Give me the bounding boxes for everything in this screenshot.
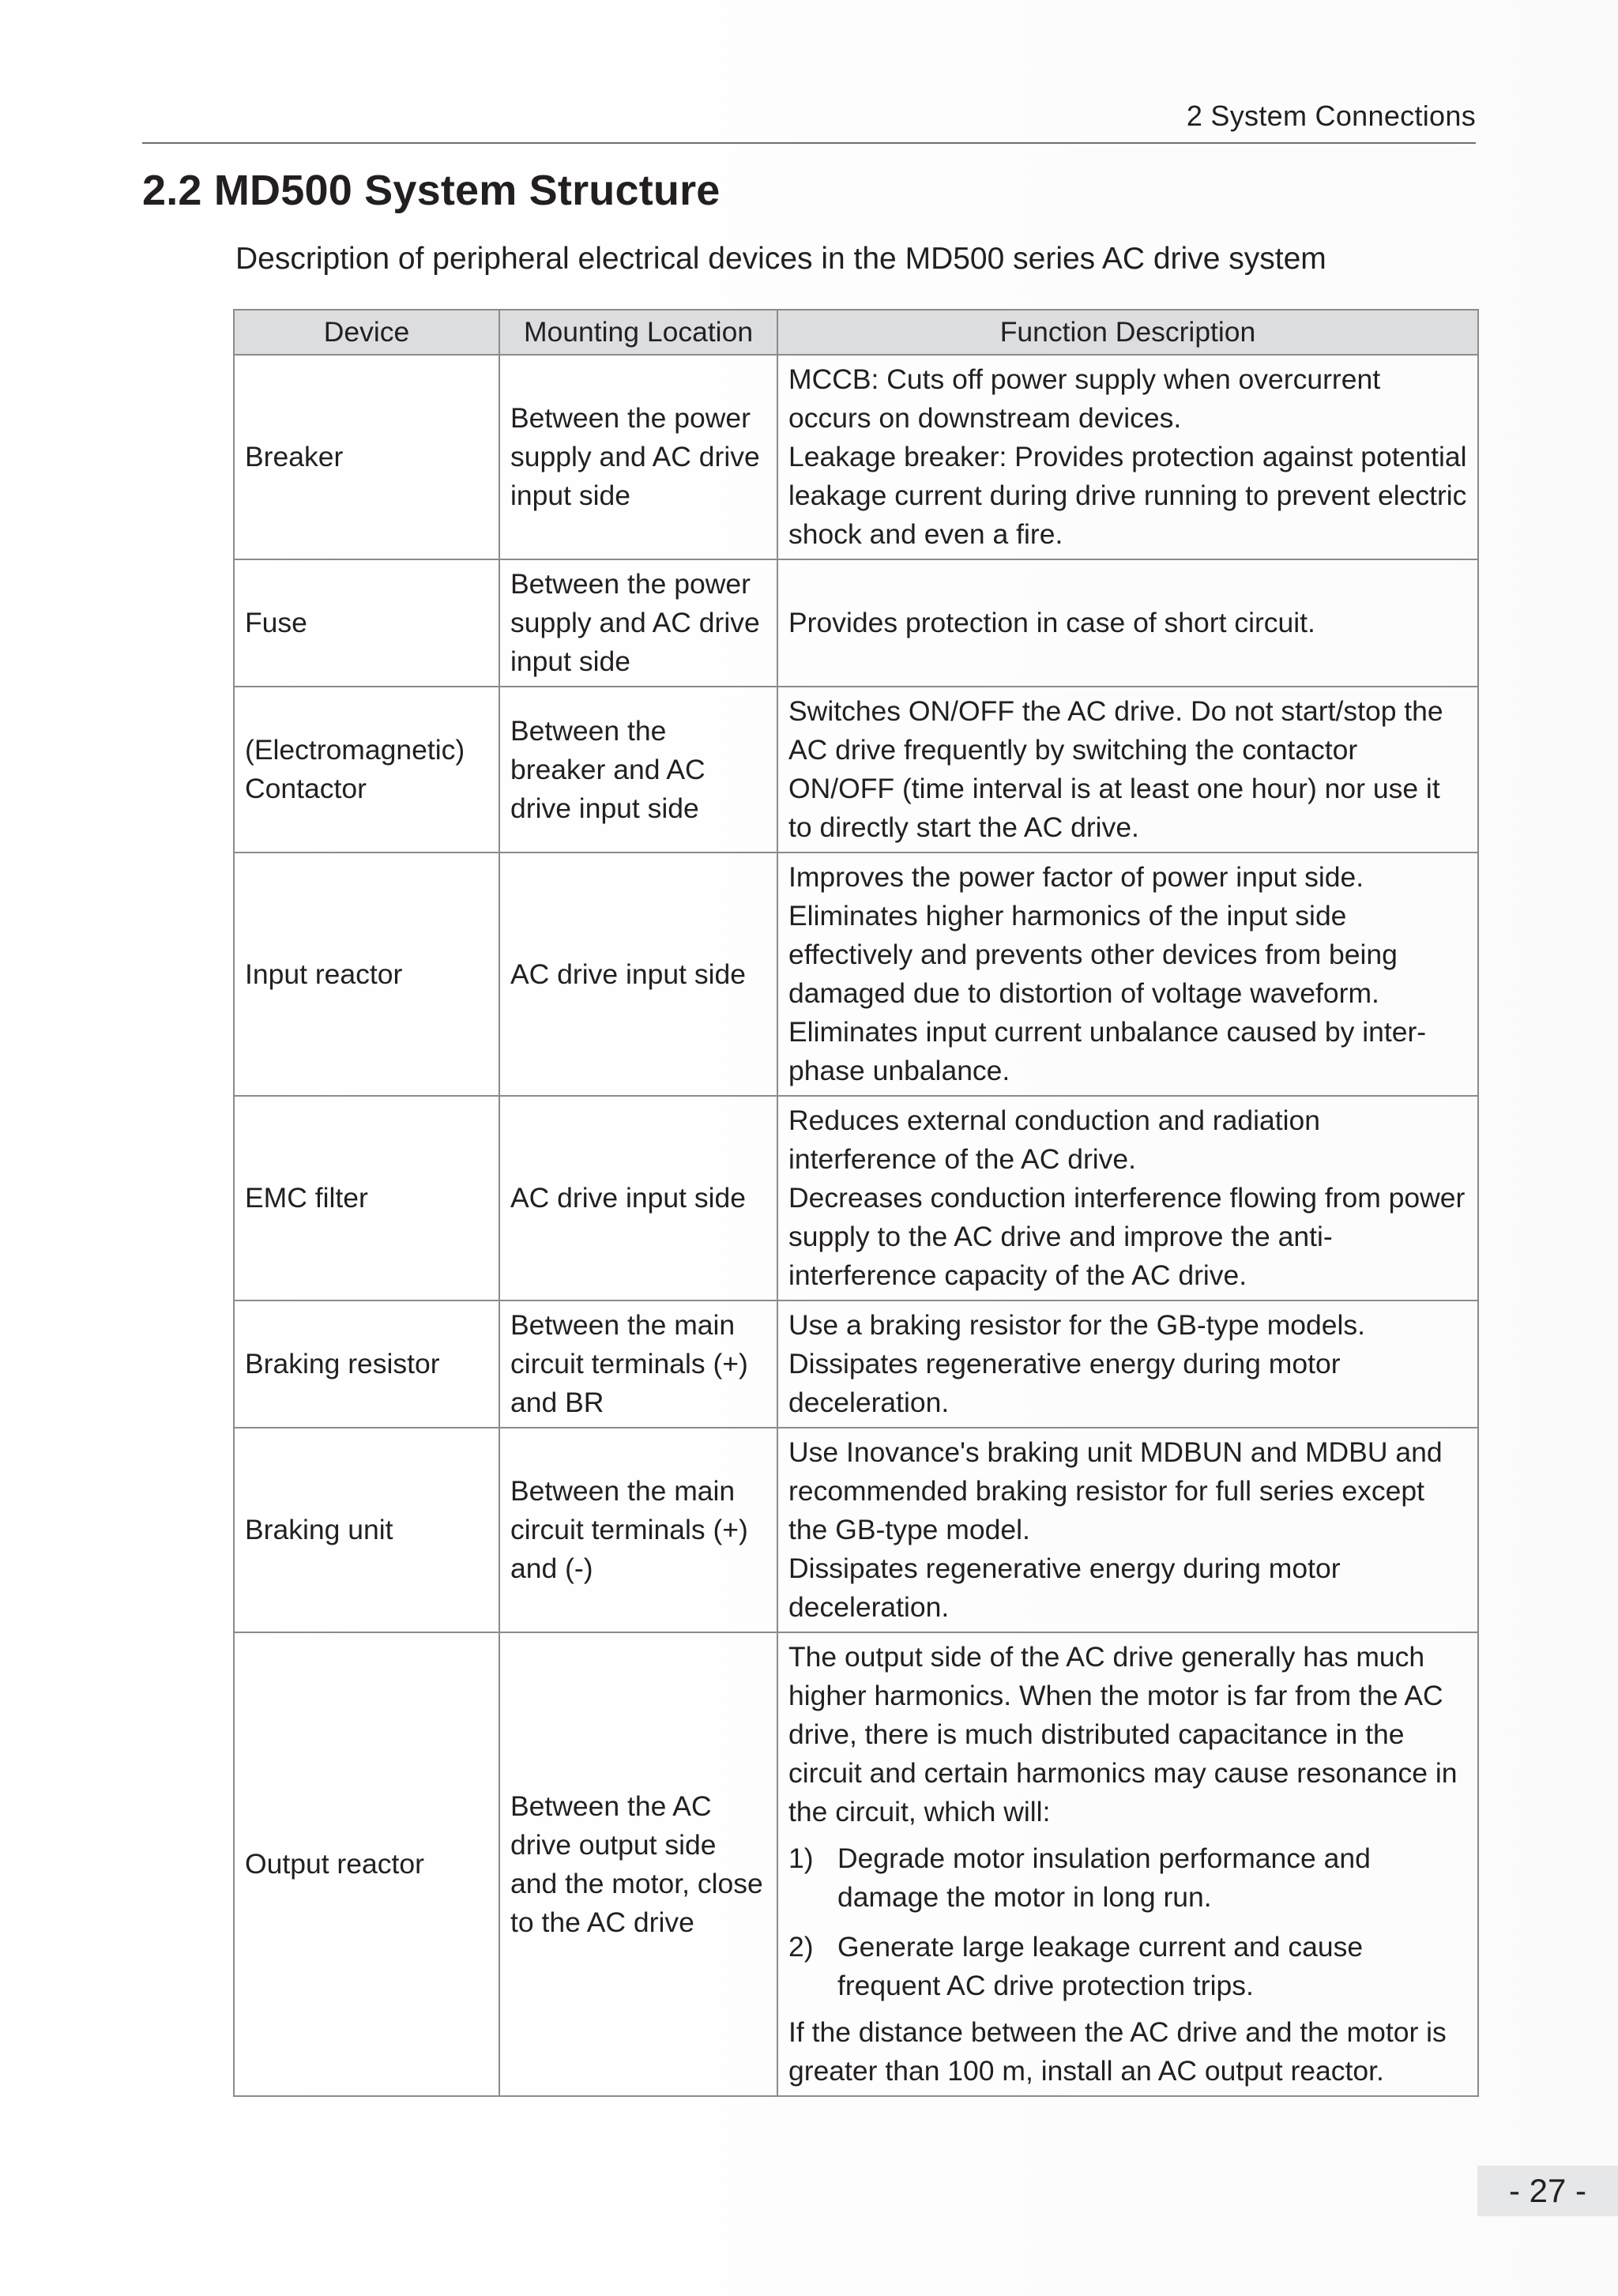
- function-cell: [777, 687, 1478, 853]
- list-item-number: 1): [788, 1842, 814, 1874]
- function-paragraph: Improves the power factor of power input side.: [788, 861, 1364, 893]
- function-numbered-list: [788, 1839, 1467, 2005]
- list-item-number: 2): [788, 1931, 814, 1963]
- device-cell: Braking unit: [234, 1428, 499, 1632]
- function-paragraph: Reduces external conduction and radiation interference of the AC drive.: [788, 1105, 1320, 1175]
- device-cell: Fuse: [234, 559, 499, 687]
- list-item-text: Generate large leakage current and cause frequent AC drive protection trips.: [837, 1931, 1364, 2001]
- column-header-device: Device: [234, 310, 499, 355]
- table-row-braking-unit: [234, 1428, 1478, 1632]
- function-paragraph: MCCB: Cuts off power supply when overcurrent occurs on downstream devices.: [788, 363, 1381, 434]
- running-header: 2 System Connections: [1186, 100, 1476, 132]
- location-cell: Between the AC drive output side and the motor, close to the AC drive: [499, 1632, 777, 2096]
- column-header-mounting-location: Mounting Location: [499, 310, 777, 355]
- device-cell: Breaker: [234, 355, 499, 559]
- list-item: [788, 1928, 1467, 2005]
- location-cell: AC drive input side: [499, 1096, 777, 1300]
- table-row-braking-resistor: [234, 1300, 1478, 1428]
- function-paragraph: If the distance between the AC drive and the motor is greater than 100 m, install an AC output reactor.: [788, 2016, 1447, 2087]
- function-cell: [777, 355, 1478, 559]
- table-row-fuse: [234, 559, 1478, 687]
- function-cell: [777, 1632, 1478, 2096]
- device-cell: Input reactor: [234, 853, 499, 1096]
- function-paragraph: The output side of the AC drive generally has much higher harmonics. When the motor is far from the AC drive, there is much distributed capacitance in the circuit and certain harmonics may cause resonance in the circuit, which will:: [788, 1641, 1458, 1827]
- function-cell: [777, 853, 1478, 1096]
- function-paragraph: Dissipates regenerative energy during motor deceleration.: [788, 1348, 1341, 1418]
- page-number: - 27 -: [1477, 2166, 1618, 2216]
- location-cell: Between the breaker and AC drive input side: [499, 687, 777, 853]
- function-paragraph: Decreases conduction interference flowing from power supply to the AC drive and improve the anti-interference capacity of the AC drive.: [788, 1182, 1466, 1291]
- device-cell: Braking resistor: [234, 1300, 499, 1428]
- table-row-breaker: [234, 355, 1478, 559]
- function-cell: [777, 1300, 1478, 1428]
- function-cell: [777, 1096, 1478, 1300]
- function-paragraph: Use a braking resistor for the GB-type models.: [788, 1309, 1366, 1341]
- device-cell: EMC filter: [234, 1096, 499, 1300]
- function-paragraph: Use Inovance's braking unit MDBUN and MDBU and recommended braking resistor for full series except the GB-type model.: [788, 1436, 1443, 1545]
- table-row-emc-filter: [234, 1096, 1478, 1300]
- column-header-function-description: Function Description: [777, 310, 1478, 355]
- list-item: [788, 1839, 1467, 1917]
- location-cell: Between the power supply and AC drive input side: [499, 559, 777, 687]
- location-cell: Between the main circuit terminals (+) and BR: [499, 1300, 777, 1428]
- function-paragraph: Leakage breaker: Provides protection against potential leakage current during drive running to prevent electric shock and even a fire.: [788, 441, 1467, 550]
- location-cell: Between the power supply and AC drive input side: [499, 355, 777, 559]
- table-row-input-reactor: [234, 853, 1478, 1096]
- location-cell: AC drive input side: [499, 853, 777, 1096]
- function-paragraph: Eliminates input current unbalance caused by inter-phase unbalance.: [788, 1016, 1427, 1086]
- function-paragraph: Provides protection in case of short circuit.: [788, 607, 1315, 638]
- device-cell: (Electromagnetic) Contactor: [234, 687, 499, 853]
- location-cell: Between the main circuit terminals (+) and (-): [499, 1428, 777, 1632]
- function-cell: [777, 1428, 1478, 1632]
- section-intro: Description of peripheral electrical devices in the MD500 series AC drive system: [235, 242, 1326, 276]
- header-rule: [142, 142, 1476, 144]
- table-row-contactor: [234, 687, 1478, 853]
- table-header-row: [234, 310, 1478, 355]
- function-paragraph: Dissipates regenerative energy during motor deceleration.: [788, 1553, 1341, 1623]
- table-row-output-reactor: [234, 1632, 1478, 2096]
- function-paragraph: Eliminates higher harmonics of the input side effectively and prevents other devices from being damaged due to distortion of voltage waveform.: [788, 900, 1398, 1009]
- section-title: 2.2 MD500 System Structure: [142, 167, 721, 214]
- function-cell: [777, 559, 1478, 687]
- device-cell: Output reactor: [234, 1632, 499, 2096]
- list-item-text: Degrade motor insulation performance and damage the motor in long run.: [837, 1842, 1371, 1913]
- peripheral-devices-table: [233, 309, 1479, 2097]
- function-paragraph: Switches ON/OFF the AC drive. Do not start/stop the AC drive frequently by switching the contactor ON/OFF (time interval is at least one hour) nor use it to directly start the AC drive.: [788, 695, 1443, 843]
